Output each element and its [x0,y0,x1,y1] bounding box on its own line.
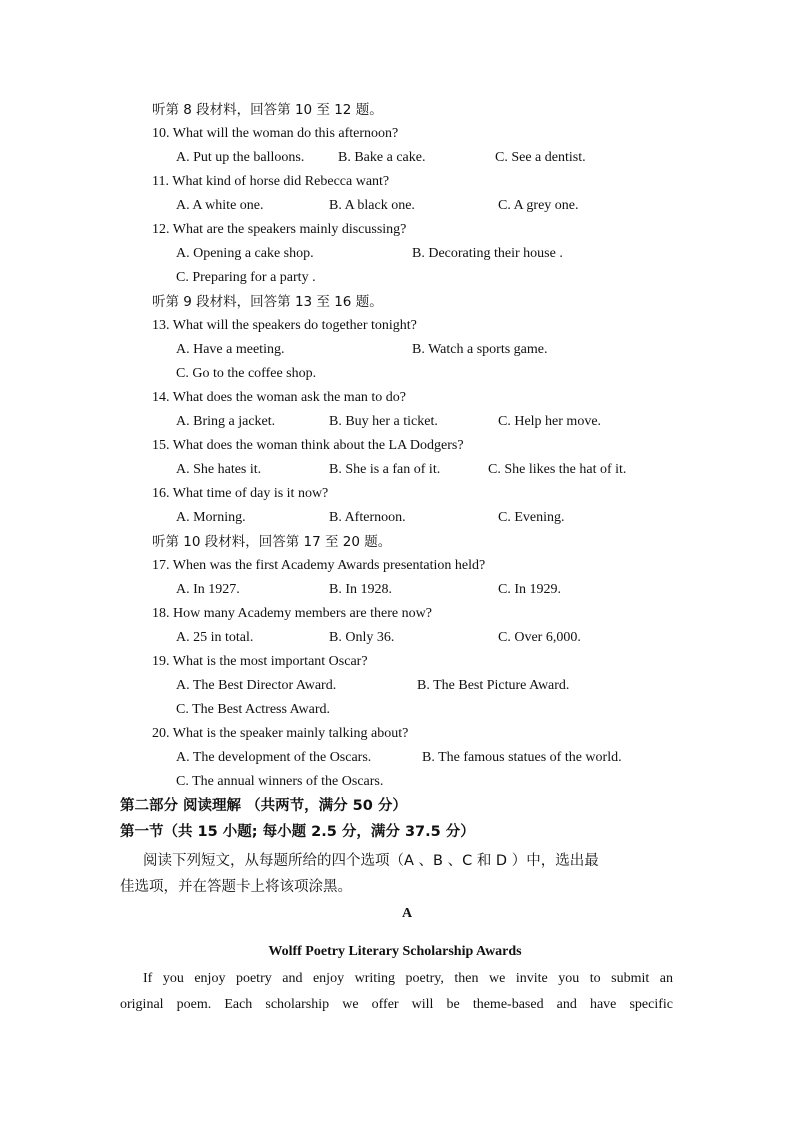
question-stem: 17. When was the first Academy Awards presentation held? [152,558,486,573]
section1-title: 第一节（共 15 小题; 每小题 2.5 分，满分 37.5 分） [120,824,475,840]
question-stem: 12. What are the speakers mainly discussing? [152,222,407,237]
option-a: A. Opening a cake shop. [176,246,314,261]
option-b: B. She is a fan of it. [329,462,441,477]
passage-title: Wolff Poetry Literary Scholarship Awards [268,944,522,959]
question-stem: 19. What is the most important Oscar? [152,654,368,669]
option-a: A. Have a meeting. [176,342,285,357]
option-a: A. A white one. [176,198,264,213]
question-stem: 16. What time of day is it now? [152,486,329,501]
option-a: A. She hates it. [176,462,262,477]
option-b: B. In 1928. [329,582,392,597]
option-c: C. She likes the hat of it. [488,462,627,477]
option-c: C. Evening. [498,510,565,525]
option-a: A. The Best Director Award. [176,678,337,693]
option-b: B. Watch a sports game. [412,342,548,357]
option-a: A. Bring a jacket. [176,414,276,429]
option-b: B. Decorating their house . [412,246,563,261]
question-stem: 14. What does the woman ask the man to do? [152,390,407,405]
option-c: C. The annual winners of the Oscars. [176,774,384,789]
option-c: C. The Best Actress Award. [176,702,330,717]
option-c: C. Go to the coffee shop. [176,366,317,381]
question-stem: 18. How many Academy members are there now? [152,606,432,621]
question-stem: 15. What does the woman think about the LA Dodgers? [152,438,464,453]
section-header: 听第 9 段材料，回答第 13 至 16 题。 [152,294,383,310]
instructions-line-1: 阅读下列短文，从每题所给的四个选项（A 、B 、C 和 D ）中，选出最 [143,853,599,869]
option-c: C. Over 6,000. [498,630,581,645]
instructions-line-2: 佳选项，并在答题卡上将该项涂黑。 [120,879,352,895]
option-b: B. Afternoon. [329,510,406,525]
question-stem: 10. What will the woman do this afternoon? [152,126,399,141]
option-b: B. A black one. [329,198,415,213]
passage-line-2: original poem. Each scholarship we offer will be theme-based and have specific [120,997,673,1012]
option-b: B. Only 36. [329,630,395,645]
option-c: C. See a dentist. [495,150,586,165]
section-header: 听第 8 段材料，回答第 10 至 12 题。 [152,102,383,118]
option-b: B. Bake a cake. [338,150,426,165]
passage-letter: A [401,906,413,921]
option-c: C. In 1929. [498,582,561,597]
option-b: B. Buy her a ticket. [329,414,438,429]
option-c: C. Help her move. [498,414,602,429]
option-a: A. 25 in total. [176,630,254,645]
part2-title: 第二部分 阅读理解 （共两节，满分 50 分） [120,798,407,814]
option-b: B. The Best Picture Award. [417,678,570,693]
passage-line-1: If you enjoy poetry and enjoy writing poetry, then we invite you to submit an [143,971,673,986]
option-a: A. In 1927. [176,582,240,597]
option-c: C. Preparing for a party . [176,270,316,285]
option-a: A. Put up the balloons. [176,150,305,165]
question-stem: 13. What will the speakers do together tonight? [152,318,417,333]
option-b: B. The famous statues of the world. [422,750,622,765]
option-a: A. The development of the Oscars. [176,750,372,765]
option-a: A. Morning. [176,510,246,525]
question-stem: 11. What kind of horse did Rebecca want? [152,174,390,189]
option-c: C. A grey one. [498,198,579,213]
section-header: 听第 10 段材料，回答第 17 至 20 题。 [152,534,392,550]
question-stem: 20. What is the speaker mainly talking about? [152,726,409,741]
